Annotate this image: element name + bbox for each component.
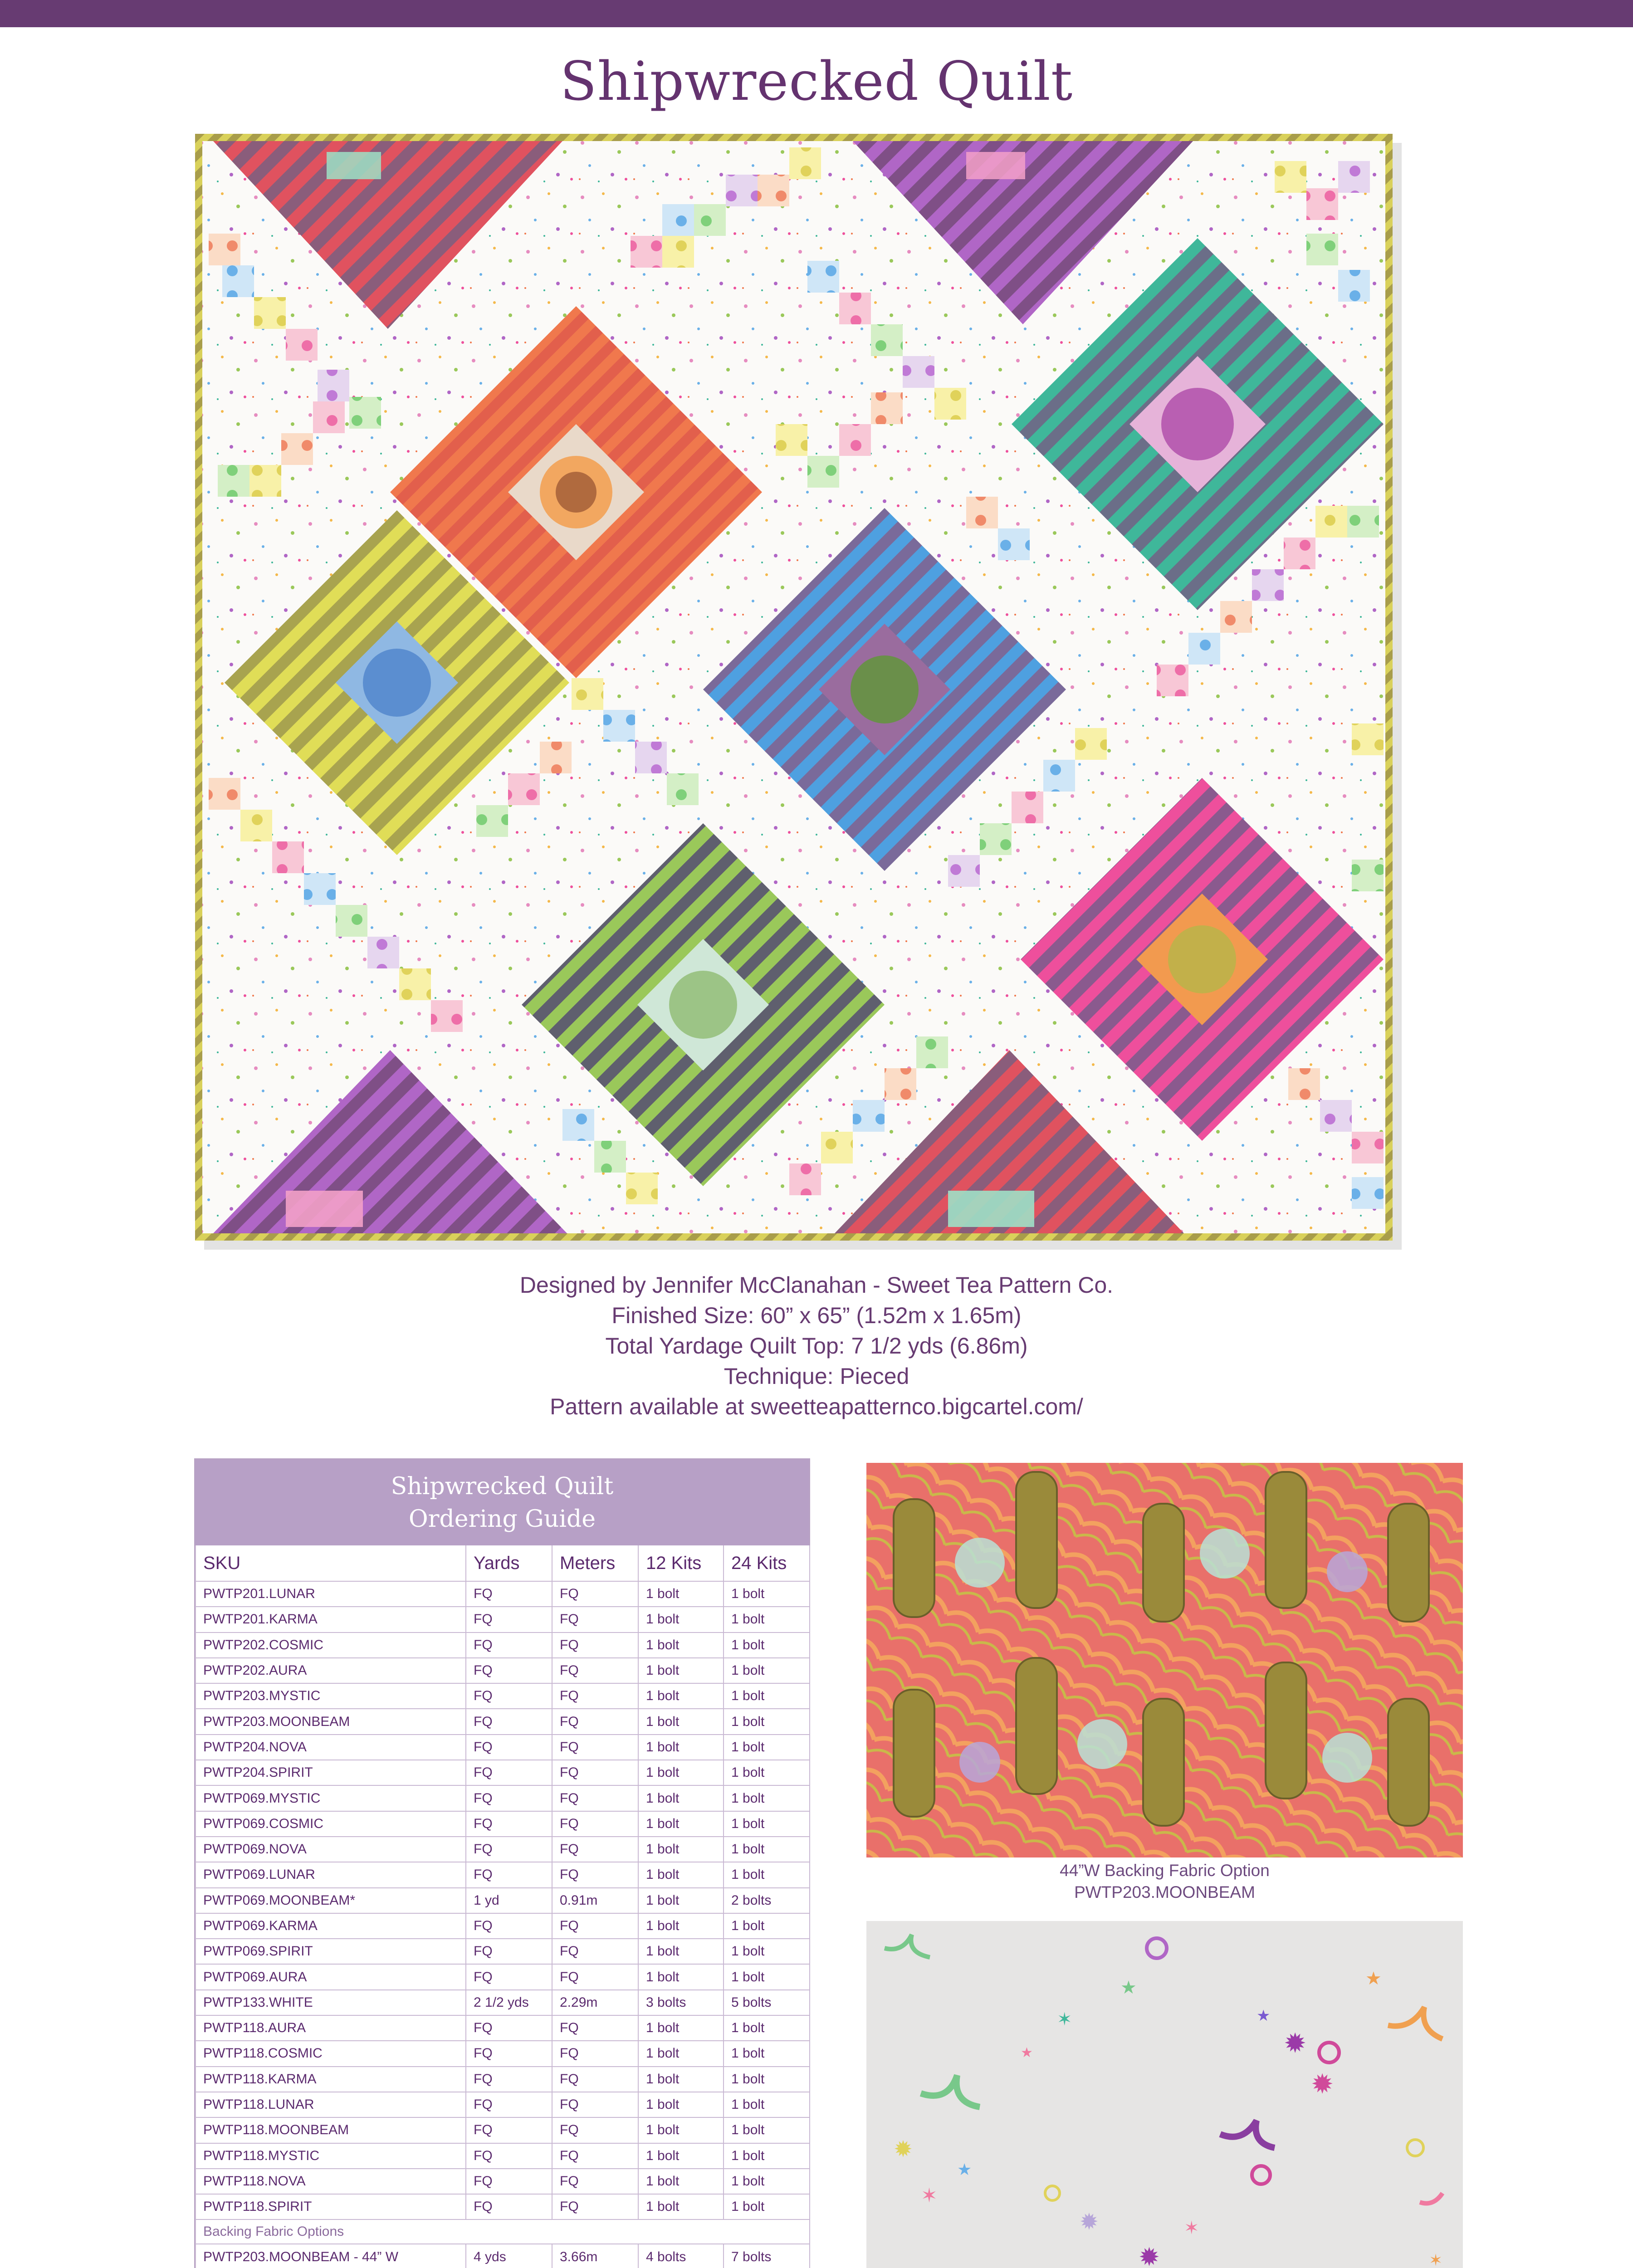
moonbeam-caption (866, 1860, 1463, 1903)
table-row (196, 1581, 810, 1607)
cell-sku: PWTP118.MYSTIC (196, 2143, 466, 2169)
table-row (196, 1990, 810, 2015)
guide-title-line2: Ordering Guide (408, 1505, 596, 1533)
cell-12-kits: 1 bolt (638, 1735, 724, 1760)
cell-24-kits: 1 bolt (724, 1607, 810, 1632)
cell-sku: PWTP069.AURA (196, 1964, 466, 1989)
svg-text:✹: ✹ (1311, 2069, 1334, 2099)
table-row (196, 1913, 810, 1939)
table-row (196, 1683, 810, 1709)
svg-text:★: ★ (957, 2160, 972, 2179)
cell-yards: FQ (466, 2041, 552, 2066)
cell-sku: PWTP133.WHITE (196, 1990, 466, 2015)
table-row (196, 1837, 810, 1862)
cell-12-kits: 3 bolts (638, 1990, 724, 2015)
table-row (196, 1939, 810, 1964)
cell-24-kits: 1 bolt (724, 2117, 810, 2143)
cell-yards: FQ (466, 2169, 552, 2194)
pattern-link[interactable]: Pattern available at sweetteapatternco.bigcartel.com/ (550, 1394, 1083, 1419)
table-row (196, 2015, 810, 2041)
cell-24-kits: 1 bolt (724, 2041, 810, 2066)
cell-sku: PWTP069.MYSTIC (196, 1785, 466, 1811)
cell-yards: FQ (466, 1837, 552, 1862)
table-row (196, 2041, 810, 2066)
cell-12-kits: 1 bolt (638, 1683, 724, 1709)
cell-yards: FQ (466, 1735, 552, 1760)
cell-meters: FQ (552, 1785, 638, 1811)
cell-24-kits: 1 bolt (724, 1581, 810, 1607)
cell-24-kits: 7 bolts (724, 2244, 810, 2268)
svg-text:✶: ✶ (1429, 2251, 1443, 2268)
cell-12-kits: 1 bolt (638, 2041, 724, 2066)
cell-yards: 4 yds (466, 2244, 552, 2268)
cell-12-kits: 1 bolt (638, 1709, 724, 1734)
cell-meters: FQ (552, 1581, 638, 1607)
table-row (196, 2092, 810, 2117)
cell-yards: FQ (466, 1913, 552, 1939)
cell-12-kits: 1 bolt (638, 1760, 724, 1785)
cell-24-kits: 1 bolt (724, 1658, 810, 1683)
cell-24-kits: 1 bolt (724, 2015, 810, 2041)
backing-section-row (196, 2219, 810, 2244)
cell-sku: PWTP203.MYSTIC (196, 1683, 466, 1709)
cell-meters: FQ (552, 2117, 638, 2143)
cell-meters: 3.66m (552, 2244, 638, 2268)
cell-yards: FQ (466, 1709, 552, 1734)
pattern-info (0, 1270, 1633, 1422)
cell-meters: FQ (552, 2041, 638, 2066)
cell-sku: PWTP069.LUNAR (196, 1862, 466, 1887)
cell-24-kits: 1 bolt (724, 1862, 810, 1887)
cell-yards: FQ (466, 2117, 552, 2143)
cell-yards: FQ (466, 1760, 552, 1785)
cell-meters: FQ (552, 1837, 638, 1862)
cell-meters: FQ (552, 1913, 638, 1939)
moonbeam-caption-line2: PWTP203.MOONBEAM (1074, 1883, 1255, 1901)
table-row (196, 1607, 810, 1632)
ordering-guide (194, 1458, 810, 2268)
cell-24-kits: 1 bolt (724, 2143, 810, 2169)
cell-12-kits: 1 bolt (638, 2169, 724, 2194)
cell-sku: PWTP203.MOONBEAM (196, 1709, 466, 1734)
table-row (196, 2244, 810, 2268)
svg-text:★: ★ (1257, 2007, 1271, 2024)
cell-24-kits: 1 bolt (724, 1913, 810, 1939)
cell-12-kits: 1 bolt (638, 1785, 724, 1811)
cell-meters: FQ (552, 1709, 638, 1734)
svg-text:✶: ✶ (1184, 2218, 1199, 2238)
cell-meters: 0.91m (552, 1888, 638, 1913)
cell-24-kits: 1 bolt (724, 1735, 810, 1760)
cell-24-kits: 1 bolt (724, 2169, 810, 2194)
table-row (196, 2194, 810, 2219)
cell-12-kits: 1 bolt (638, 1581, 724, 1607)
cell-12-kits: 1 bolt (638, 1658, 724, 1683)
cell-24-kits: 1 bolt (724, 2092, 810, 2117)
cell-meters: FQ (552, 1607, 638, 1632)
svg-text:✹: ✹ (1139, 2243, 1160, 2268)
cell-12-kits: 1 bolt (638, 1837, 724, 1862)
col-12-kits: 12 Kits (638, 1545, 724, 1581)
cell-meters: FQ (552, 2194, 638, 2219)
cell-yards: FQ (466, 1862, 552, 1887)
svg-text:★: ★ (1120, 1978, 1137, 1998)
cell-12-kits: 1 bolt (638, 1939, 724, 1964)
col-yards: Yards (466, 1545, 552, 1581)
cell-12-kits: 4 bolts (638, 2244, 724, 2268)
table-row (196, 1862, 810, 1887)
cell-24-kits: 1 bolt (724, 1939, 810, 1964)
cell-meters: 2.29m (552, 1990, 638, 2015)
table-row (196, 2143, 810, 2169)
cell-sku: PWTP069.SPIRIT (196, 1939, 466, 1964)
technique-line: Technique: Pieced (724, 1364, 909, 1389)
cell-meters: FQ (552, 1811, 638, 1837)
cell-sku: PWTP202.AURA (196, 1658, 466, 1683)
cell-12-kits: 1 bolt (638, 2092, 724, 2117)
cell-meters: FQ (552, 1760, 638, 1785)
cell-sku: PWTP069.NOVA (196, 1837, 466, 1862)
cell-yards: FQ (466, 1964, 552, 1989)
quilt-illustration (195, 134, 1393, 1241)
svg-text:✹: ✹ (1080, 2209, 1099, 2234)
table-row (196, 2067, 810, 2092)
cell-sku: PWTP118.SPIRIT (196, 2194, 466, 2219)
table-row (196, 1785, 810, 1811)
cell-12-kits: 1 bolt (638, 2015, 724, 2041)
table-row (196, 1658, 810, 1683)
table-row (196, 1964, 810, 1989)
cell-sku: PWTP118.MOONBEAM (196, 2117, 466, 2143)
cell-meters: FQ (552, 1683, 638, 1709)
moonbeam-caption-line1: 44”W Backing Fabric Option (1060, 1861, 1270, 1880)
cell-12-kits: 1 bolt (638, 1633, 724, 1658)
svg-text:★: ★ (1021, 2045, 1033, 2060)
table-row (196, 1709, 810, 1734)
cell-meters: FQ (552, 1862, 638, 1887)
cell-yards: FQ (466, 1607, 552, 1632)
cell-24-kits: 1 bolt (724, 1633, 810, 1658)
cell-12-kits: 1 bolt (638, 2117, 724, 2143)
cell-24-kits: 1 bolt (724, 2067, 810, 2092)
svg-text:✹: ✹ (1284, 2028, 1307, 2058)
cell-24-kits: 2 bolts (724, 1888, 810, 1913)
cell-meters: FQ (552, 2143, 638, 2169)
page-title: Shipwrecked Quilt (560, 50, 1073, 112)
cell-yards: FQ (466, 2015, 552, 2041)
moonbeam-fabric-swatch (866, 1463, 1463, 1857)
cell-24-kits: 1 bolt (724, 1811, 810, 1837)
cell-meters: FQ (552, 1735, 638, 1760)
cell-yards: FQ (466, 2143, 552, 2169)
cell-meters: FQ (552, 2015, 638, 2041)
table-row (196, 2169, 810, 2194)
cell-yards: FQ (466, 1785, 552, 1811)
cell-12-kits: 1 bolt (638, 1811, 724, 1837)
cell-12-kits: 1 bolt (638, 1862, 724, 1887)
cell-yards: FQ (466, 1683, 552, 1709)
cell-12-kits: 1 bolt (638, 1888, 724, 1913)
cell-24-kits: 1 bolt (724, 1785, 810, 1811)
cell-sku: PWTP118.COSMIC (196, 2041, 466, 2066)
cell-sku: PWTP201.LUNAR (196, 1581, 466, 1607)
designer-line: Designed by Jennifer McClanahan - Sweet Tea Pattern Co. (519, 1272, 1114, 1298)
cell-meters: FQ (552, 1964, 638, 1989)
cell-yards: 2 1/2 yds (466, 1990, 552, 2015)
cell-24-kits: 1 bolt (724, 1760, 810, 1785)
cell-yards: FQ (466, 1939, 552, 1964)
yardage-line: Total Yardage Quilt Top: 7 1/2 yds (6.86m) (605, 1333, 1028, 1359)
cell-24-kits: 1 bolt (724, 1709, 810, 1734)
cell-12-kits: 1 bolt (638, 2067, 724, 2092)
cell-24-kits: 1 bolt (724, 1837, 810, 1862)
cell-sku: PWTP069.MOONBEAM* (196, 1888, 466, 1913)
cell-yards: FQ (466, 1581, 552, 1607)
cell-24-kits: 5 bolts (724, 1990, 810, 2015)
cell-12-kits: 1 bolt (638, 1607, 724, 1632)
top-bar (0, 0, 1633, 27)
cell-12-kits: 1 bolt (638, 1913, 724, 1939)
cell-meters: FQ (552, 2067, 638, 2092)
cell-meters: FQ (552, 2169, 638, 2194)
cell-sku: PWTP204.SPIRIT (196, 1760, 466, 1785)
col-sku: SKU (196, 1545, 466, 1581)
col-24-kits: 24 Kits (724, 1545, 810, 1581)
cell-12-kits: 1 bolt (638, 2143, 724, 2169)
table-row (196, 1735, 810, 1760)
cell-sku: PWTP069.COSMIC (196, 1811, 466, 1837)
cell-sku: PWTP118.AURA (196, 2015, 466, 2041)
cell-meters: FQ (552, 1658, 638, 1683)
cell-sku: PWTP201.KARMA (196, 1607, 466, 1632)
svg-text:★: ★ (1365, 1969, 1382, 1989)
cell-yards: FQ (466, 1633, 552, 1658)
finished-size-line: Finished Size: 60” x 65” (1.52m x 1.65m) (611, 1303, 1022, 1328)
quilt-image (195, 134, 1393, 1241)
cell-meters: FQ (552, 1939, 638, 1964)
cell-meters: FQ (552, 2092, 638, 2117)
table-header-row (196, 1545, 810, 1581)
whisper-fabric-image (866, 1921, 1463, 2268)
cell-sku: PWTP118.LUNAR (196, 2092, 466, 2117)
svg-text:✹: ✹ (894, 2136, 913, 2162)
cell-12-kits: 1 bolt (638, 2194, 724, 2219)
table-row (196, 1888, 810, 1913)
table-row (196, 2117, 810, 2143)
cell-yards: 1 yd (466, 1888, 552, 1913)
svg-text:✶: ✶ (1057, 2009, 1072, 2029)
table-row (196, 1633, 810, 1658)
cell-sku: PWTP118.NOVA (196, 2169, 466, 2194)
cell-sku: PWTP118.KARMA (196, 2067, 466, 2092)
cell-yards: FQ (466, 1658, 552, 1683)
cell-24-kits: 1 bolt (724, 1964, 810, 1989)
cell-sku: PWTP203.MOONBEAM - 44” W (196, 2244, 466, 2268)
cell-meters: FQ (552, 1633, 638, 1658)
guide-title-line1: Shipwrecked Quilt (391, 1473, 614, 1500)
cell-yards: FQ (466, 1811, 552, 1837)
whisper-fabric-swatch (866, 1921, 1463, 2268)
cell-sku: PWTP202.COSMIC (196, 1633, 466, 1658)
cell-12-kits: 1 bolt (638, 1964, 724, 1989)
table-row (196, 1811, 810, 1837)
cell-sku: PWTP069.KARMA (196, 1913, 466, 1939)
cell-yards: FQ (466, 2092, 552, 2117)
cell-yards: FQ (466, 2194, 552, 2219)
table-row (196, 1760, 810, 1785)
cell-sku: PWTP204.NOVA (196, 1735, 466, 1760)
cell-24-kits: 1 bolt (724, 2194, 810, 2219)
ordering-guide-header (195, 1459, 809, 1545)
col-meters: Meters (552, 1545, 638, 1581)
backing-section-label: Backing Fabric Options (196, 2219, 810, 2244)
moonbeam-fabric-image (866, 1463, 1463, 1857)
cell-24-kits: 1 bolt (724, 1683, 810, 1709)
ordering-table (195, 1545, 810, 2268)
cell-yards: FQ (466, 2067, 552, 2092)
svg-text:✶: ✶ (921, 2185, 938, 2207)
